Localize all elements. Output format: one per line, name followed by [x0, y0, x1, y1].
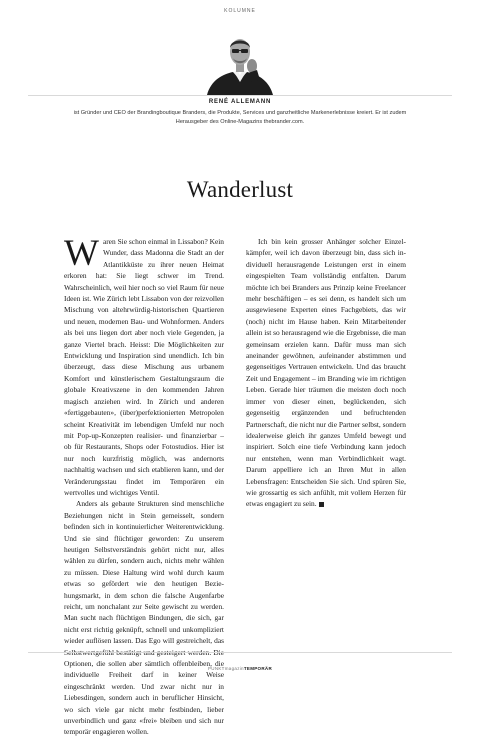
bottom-divider [28, 652, 452, 653]
paragraph-1-text: aren Sie schon einmal in Lissabon? Kein Wunder, dass Madonna die Stadt an der Atlantikküste zu ihrer neuen Heimat erkoren hat: Sie liegt schwer im Trend. Wahrscheinlich, weil hier noch so viel Raum für neue Ideen ist. Wie Zürich lebt Lissabon von der reizvollen Mischung von altehrwürdig-historischen Quartieren und neuen, modernen Bau- und Wohnformen. Anders als bei uns liegen dort aber noch viele Gegenden, ja ganze Viertel brach. Heisst: Die Möglichkeiten zur Entwicklung und Inspiration sind unendlich. Ich bin überzeugt, dass diese Mischung aus urbanem Komfort und künstlerischem Gestaltungsraum die globale Kreativszene in den kommenden Jahren magisch anziehen wird. In Zürich und anderen «fertiggebauten», (über)perfektionierten Metropolen scheint Kreativität im lebendigen Umfeld nur noch mit Pop-up-Konzepten realisier- und finanzierbar – ob für Restaurants, Shops oder Fotostudios. Hier ist nur noch kurzfristig möglich, was andernorts nachhaltig wachsen und sich etablieren kann, und der Veränderungsstau findet im Temporären ein wertvolles und wichtiges Ventil. [64, 237, 224, 497]
author-portrait [205, 30, 275, 95]
section-label: KOLUMNE [224, 8, 256, 14]
article-column-right [246, 236, 406, 510]
paragraph-3-text: Ich bin kein grosser Anhänger solcher Einzelkämpfer, weil ich davon überzeugt bin, dass sich individuell herausragende Leistungen erst in einem eingespielten Team vollständig entfalten. Darum möchte ich bei Branders aus Prinzip keine Freelancer mehr beschäftigen – es sei denn, es handelt sich um ausgewiesene Experten eines Fachgebiets, das wir (noch) nicht im Hause haben. Kein Mitarbeitender allein ist so herausragend wie die Ergebnisse, die man gemeinsam erzielen kann. Dafür muss man sich aneinander gewöhnen, aufeinander abstimmen und gegenseitiges Vertrauen entwickeln. Und das braucht Zeit und Engagement – im Branding wie im richtigen Leben. Gerade hier träumen die meisten doch noch immer von dieser einen, beglückenden, sich gegenseitig ergänzenden und befruchtenden Partnerschaft, die nicht nur die Partner selbst, sondern idealerweise gleich ihr ganzes Umfeld bewegt und inspiriert. Solch eine tiefe Verbindung kann jedoch nur entstehen, wenn man Verbindlichkeit wagt. Darum appelliere ich an Ihren Mut in allen Lebensfragen: Entscheiden Sie sich. Und spüren Sie, wie grossartig es sich anfühlt, mit vollem Herzen für etwas engagiert zu sein. [246, 237, 406, 509]
paragraph-3 [246, 236, 406, 510]
drop-cap: W [64, 233, 99, 274]
end-mark-icon: ✕ [319, 502, 324, 507]
footer-magazine: PUNKTmagazin [207, 666, 244, 671]
article-column-left [64, 233, 224, 738]
top-divider [28, 95, 452, 96]
paragraph-1 [64, 233, 224, 498]
author-bio: ist Gründer und CEO der Brandingboutique Branders, die Produkte, Services und ganzheitliche Markenerlebnisse kreiert. Er ist zudem Herausgeber des Online-Magazins thebrander.com. [73, 110, 407, 125]
footer-issue-title: TEMPORÄR [243, 666, 273, 671]
paragraph-2: Anders als gebaute Strukturen sind menschliche Beziehungen nicht in Stein gemeisselt, sondern befinden sich in kontinuierlicher Weiterentwicklung. Und sie sind flüchtiger geworden: Zu unserem heutigen Selbstverständnis gehört nicht nur, alles wählen zu dürfen, sondern auch, nichts mehr wählen zu müssen. Diese Haltung wird wohl durch kaum etwas so gefördert wie den heutigen Beziehungsmarkt, in dem schon die falsche Augenfarbe reicht, um nonchalant zur Seite gewischt zu werden. Man sucht nach flüchtigen Bindungen, die sich, gar nicht erst richtig geknüpft, schnell und unkompliziert wieder auflösen lassen. Das Ego will gestreichelt, das Selbstwertgefühl bestätigt und gesteigert werden. Die Optionen, die sollen aber sämtlich offenbleiben, die individuelle Freiheit darf in keiner Weise eingeschränkt werden. Und zwar nicht nur in Liebesdingen, sondern auch in beruflicher Hinsicht, wo sich viele gar nicht mehr festbinden, lieber unverbindlich und ganz «frei» bleiben und sich nur temporär engagieren wollen. [64, 499, 224, 737]
article-title: Wanderlust [186, 177, 294, 202]
author-name: RENÉ ALLEMANN [208, 99, 272, 105]
page-footer [0, 666, 480, 671]
